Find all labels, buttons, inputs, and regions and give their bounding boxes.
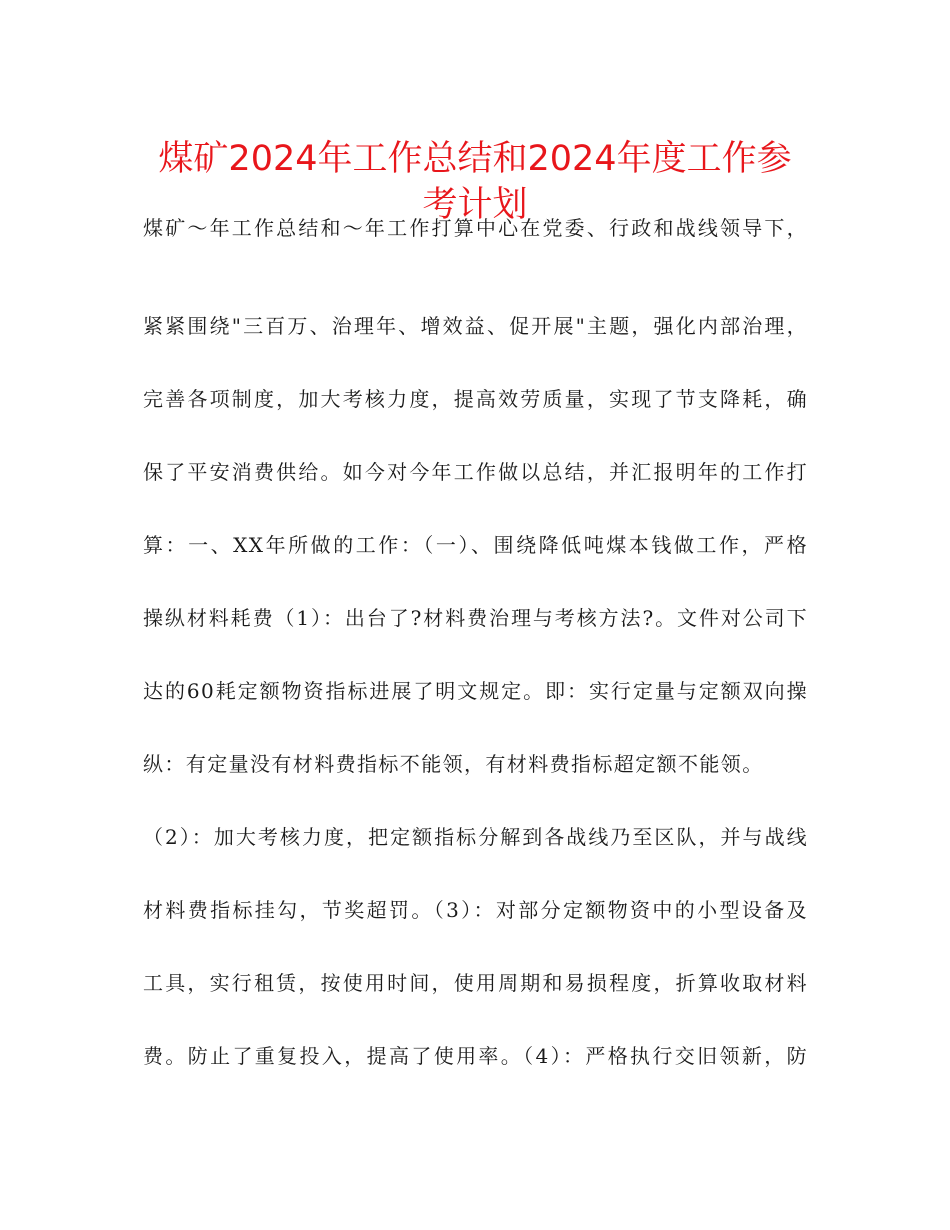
body-text-line-6: 操纵材料耗费（1）：出台了?材料费治理与考核方法?。文件对公司下 — [143, 606, 808, 630]
document-title-line-2: 考计划 — [422, 185, 528, 225]
document-title-line-1: 煤矿2024年工作总结和2024年度工作参 — [158, 139, 792, 179]
body-text-line-2: 紧紧围绕"三百万、治理年、增效益、促开展"主题，强化内部治理， — [143, 314, 808, 338]
body-text-line-5: 算：一、XX年所做的工作：（一）、围绕降低吨煤本钱做工作，严格 — [143, 533, 808, 557]
body-text-line-11: 工具，实行租赁，按使用时间，使用周期和易损程度，折算收取材料 — [143, 971, 808, 995]
body-text-line-3: 完善各项制度，加大考核力度，提高效劳质量，实现了节支降耗，确 — [143, 387, 808, 411]
body-text-line-8: 纵：有定量没有材料费指标不能领，有材料费指标超定额不能领。 — [143, 752, 764, 776]
body-text-line-9: （2）：加大考核力度，把定额指标分解到各战线乃至区队，并与战线 — [143, 825, 808, 849]
body-text-line-10: 材料费指标挂勾，节奖超罚。（3）：对部分定额物资中的小型设备及 — [143, 898, 808, 922]
body-text-line-4: 保了平安消费供给。如今对今年工作做以总结，并汇报明年的工作打 — [143, 460, 808, 484]
body-text-line-12: 费。防止了重复投入，提高了使用率。（4）：严格执行交旧领新，防 — [143, 1044, 808, 1068]
body-text-line-1: 煤矿～年工作总结和～年工作打算中心在党委、行政和战线领导下， — [143, 216, 808, 240]
body-text-line-7: 达的60耗定额物资指标进展了明文规定。即：实行定量与定额双向操 — [143, 679, 808, 703]
